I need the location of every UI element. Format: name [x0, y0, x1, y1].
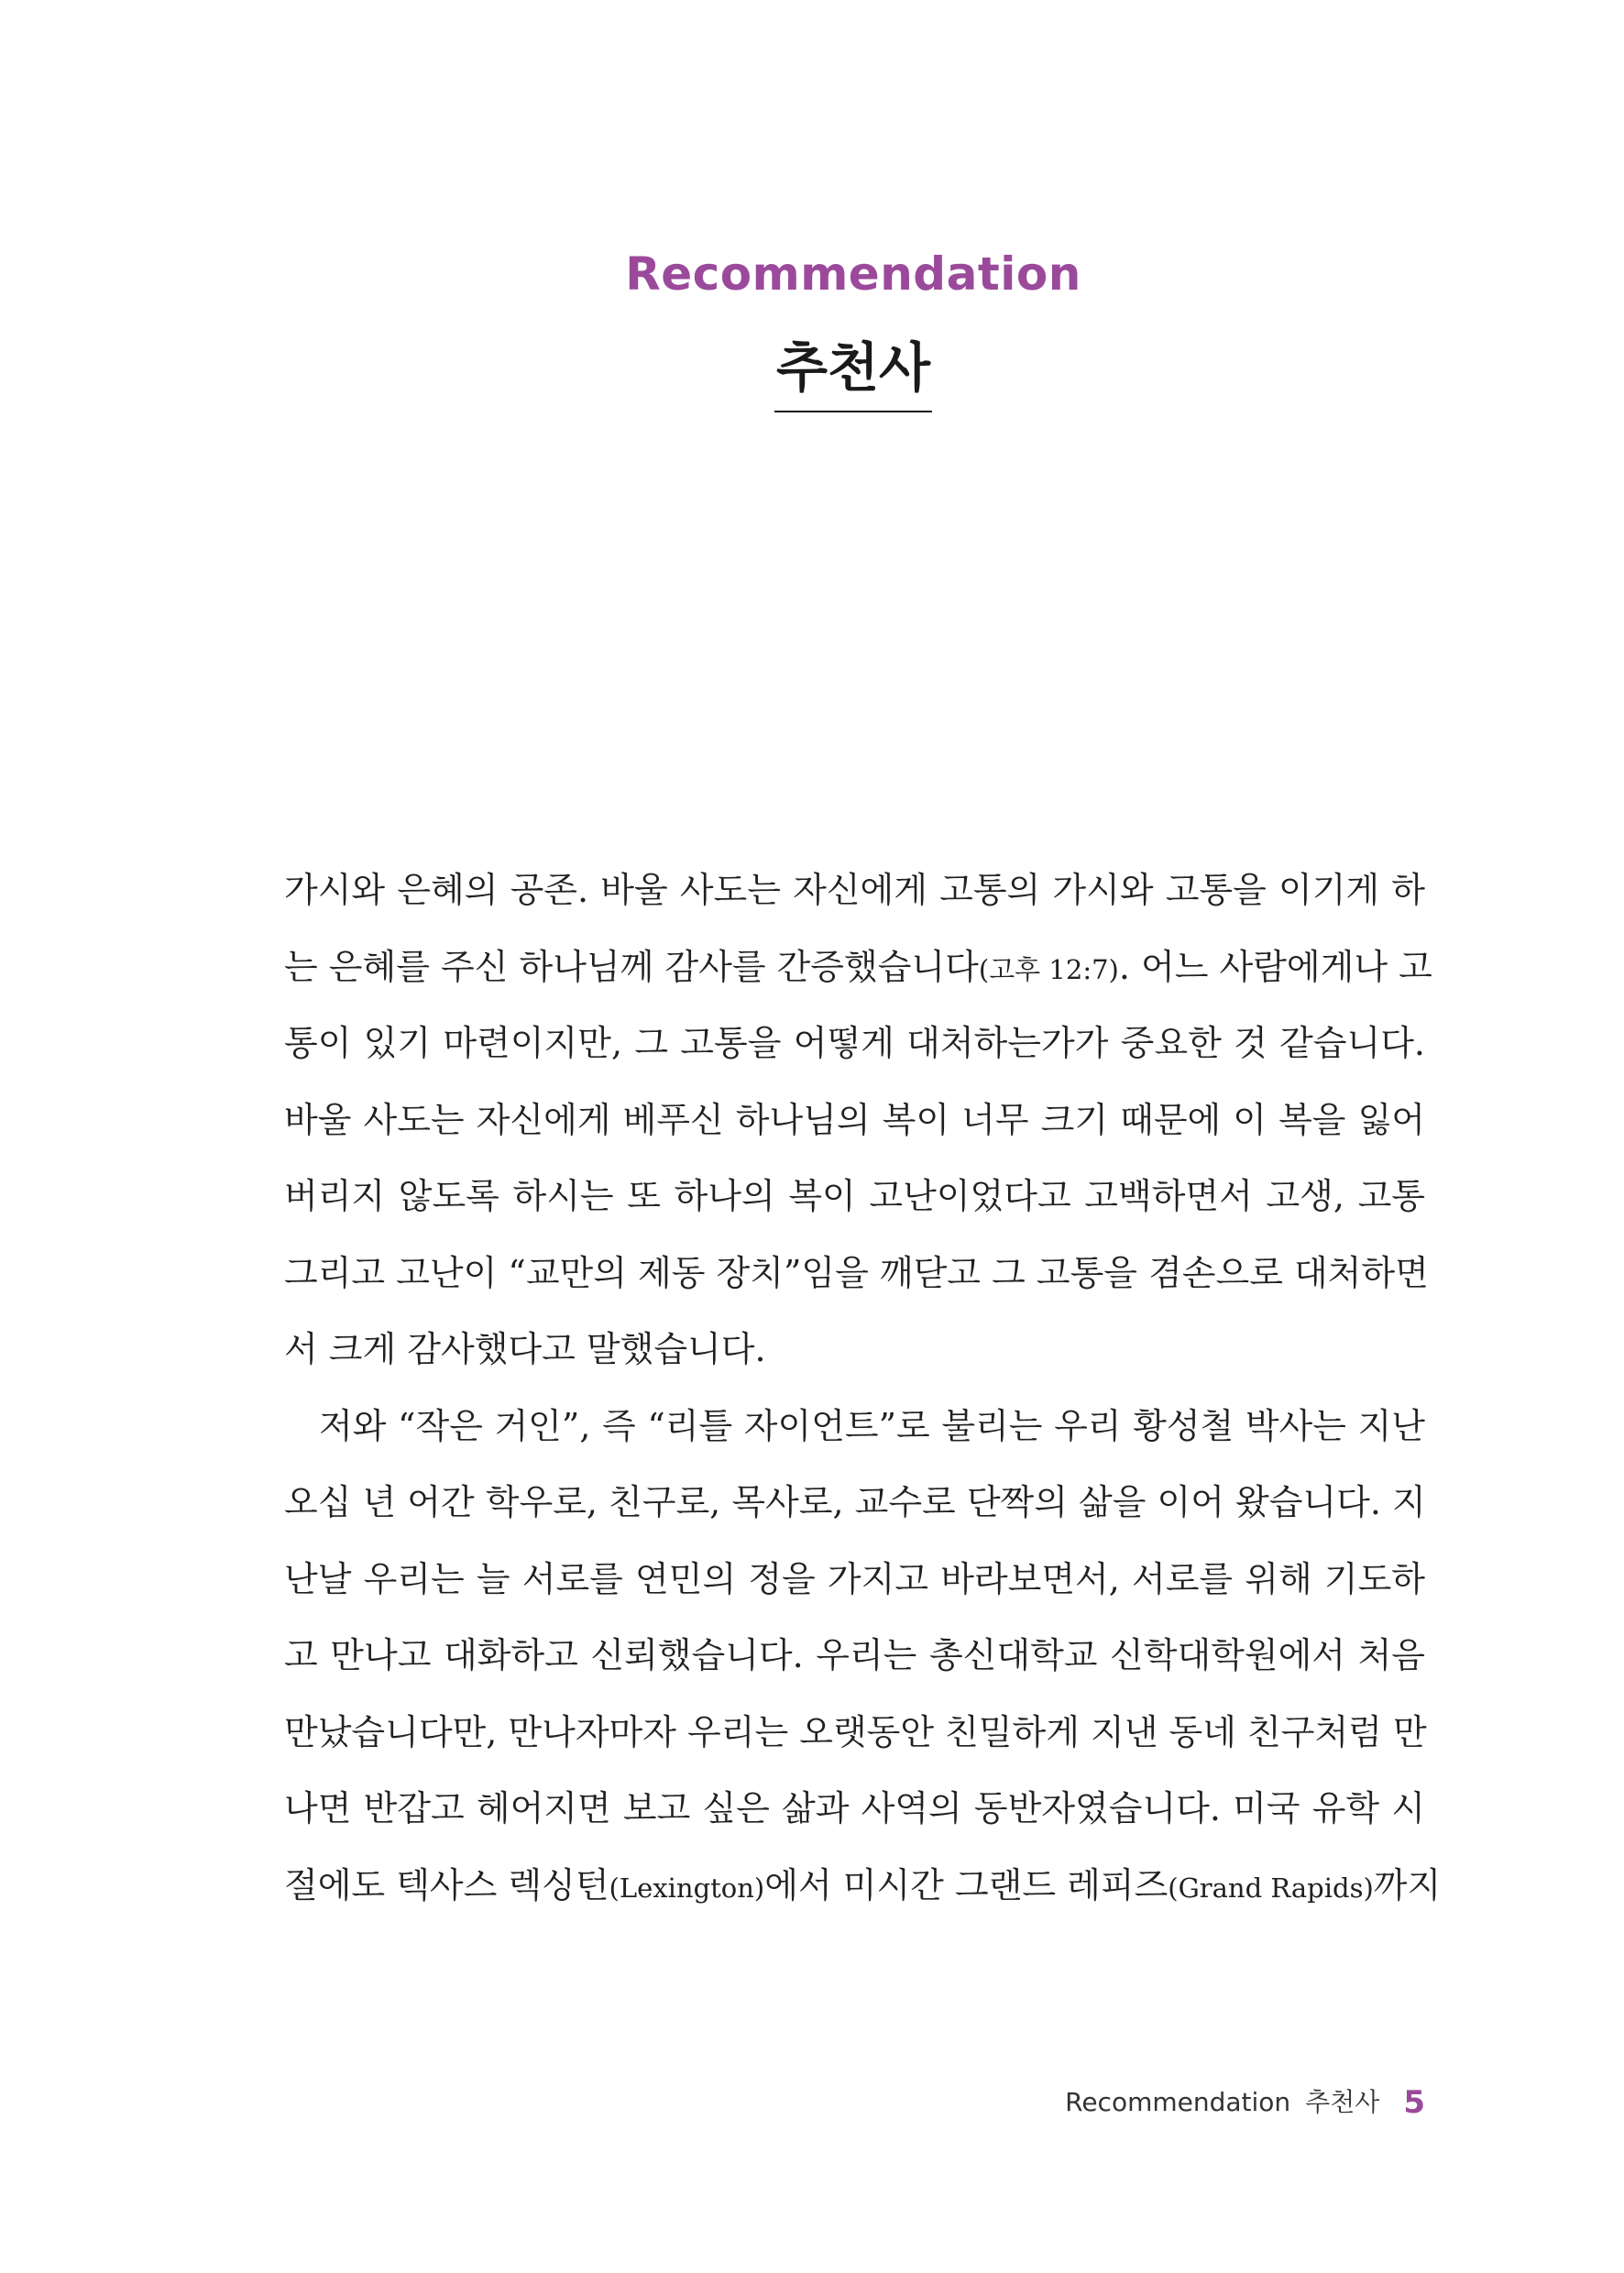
text-segment: 저와 “작은 거인”, 즉 “리틀 자이언트”로 불리는 우리 황성철 박사는 지난 — [319, 1405, 1425, 1446]
text-line — [284, 1542, 1425, 1619]
body-text — [284, 852, 1442, 1924]
text-segment: 버리지 않도록 하시는 또 하나의 복이 고난이었다고 고백하면서 고생, 고통 — [284, 1176, 1425, 1216]
text-segment: 는 은혜를 주신 하나님께 감사를 간증했습니다 — [284, 946, 979, 987]
text-line — [284, 1158, 1425, 1235]
page-title: 추천사 — [774, 339, 932, 412]
text-segment: 나면 반갑고 헤어지면 보고 싶은 삶과 사역의 동반자였습니다. 미국 유학 시 — [284, 1788, 1425, 1828]
text-segment: 그리고 고난이 “교만의 제동 장치”임을 깨닫고 그 고통을 겸손으로 대처하면 — [284, 1252, 1429, 1293]
text-line — [284, 1082, 1425, 1159]
text-segment: . 어느 사람에게나 고 — [1118, 946, 1432, 987]
text-line — [284, 1848, 1442, 1925]
text-line — [284, 1695, 1425, 1772]
text-segment: 통이 있기 마련이지만, 그 고통을 어떻게 대처하는가가 중요한 것 같습니다. — [284, 1023, 1425, 1063]
footer-label-ko: 추천사 — [1305, 2087, 1380, 2117]
text-line — [284, 852, 1425, 929]
text-line — [284, 1005, 1425, 1082]
text-segment: 난날 우리는 늘 서로를 연민의 정을 가지고 바라보면서, 서로를 위해 기도하 — [284, 1558, 1425, 1599]
text-line — [284, 1312, 1425, 1389]
citation-text: (Grand Rapids) — [1168, 1872, 1374, 1904]
text-segment: 가시와 은혜의 공존. 바울 사도는 자신에게 고통의 가시와 고통을 이기게 하 — [284, 870, 1425, 910]
text-line — [284, 1235, 1429, 1312]
text-line — [284, 1389, 1425, 1466]
text-segment: 절에도 텍사스 렉싱턴 — [284, 1864, 609, 1905]
text-segment: 서 크게 감사했다고 말했습니다. — [284, 1329, 766, 1369]
text-line — [284, 1465, 1425, 1542]
running-footer — [1065, 2082, 1425, 2121]
text-segment: 에서 미시간 그랜드 레피즈 — [764, 1864, 1169, 1905]
text-segment: 만났습니다만, 만나자마자 우리는 오랫동안 친밀하게 지낸 동네 친구처럼 만 — [284, 1711, 1427, 1752]
text-line — [284, 1618, 1425, 1695]
citation-text: (Lexington) — [609, 1872, 765, 1904]
text-segment: 오십 년 어간 학우로, 친구로, 목사로, 교수로 단짝의 삶을 이어 왔습니다. 지 — [284, 1482, 1426, 1522]
footer-label-en: Recommendation — [1065, 2087, 1291, 2117]
section-eyebrow: Recommendation — [625, 247, 1081, 301]
text-segment: 까지 — [1373, 1864, 1442, 1905]
title-wrap — [0, 336, 1624, 412]
text-segment: 바울 사도는 자신에게 베푸신 하나님의 복이 너무 크기 때문에 이 복을 잃어 — [284, 1099, 1425, 1140]
text-line — [284, 1771, 1425, 1848]
citation-text: (고후 12:7) — [978, 953, 1119, 985]
text-line — [284, 929, 1432, 1006]
page-number: 5 — [1403, 2084, 1425, 2121]
text-segment: 고 만나고 대화하고 신뢰했습니다. 우리는 총신대학교 신학대학원에서 처음 — [284, 1635, 1425, 1675]
